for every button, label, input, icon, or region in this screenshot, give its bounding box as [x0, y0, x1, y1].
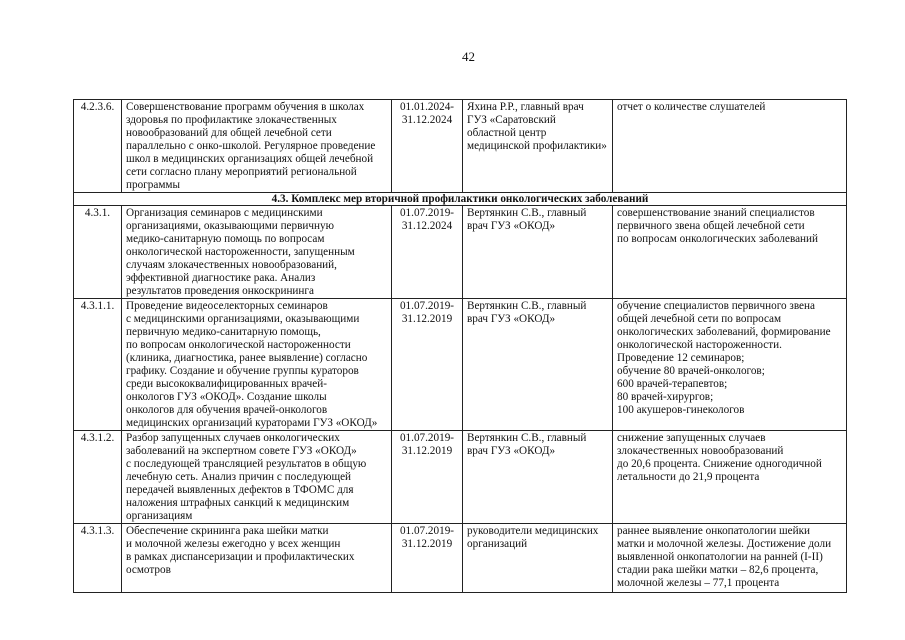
- table-row: [74, 299, 847, 431]
- table-row: [74, 206, 847, 299]
- action-cell: Обеспечение скрининга рака шейки матки и молочной железы ежегодно у всех женщин в рамках диспансеризации и профилактических осмотров: [122, 524, 392, 593]
- action-cell: Проведение видеоселекторных семинаров с медицинскими организациями, оказывающими первичную медико-санитарную помощь, по вопросам онкологической настороженности (клиника, диагностика, ранее выявление) согласно графику. Создание и обучение группы кураторов среди высококвалифицированных врачей- онкологов ГУЗ «ОКОД». Создание школы онкологов для обучения врачей-онкологов медицинских организаций кураторами ГУЗ «ОКОД»: [122, 299, 392, 431]
- measures-table: [73, 99, 847, 593]
- dates-cell: 01.07.2019- 31.12.2024: [392, 206, 463, 299]
- responsible-cell: Вертянкин С.В., главный врач ГУЗ «ОКОД»: [463, 206, 613, 299]
- item-number: 4.2.3.6.: [74, 100, 122, 193]
- page-number: 42: [462, 49, 475, 64]
- table-row: [74, 524, 847, 593]
- responsible-cell: Яхина Р.Р., главный врач ГУЗ «Саратовский областной центр медицинской профилактики»: [463, 100, 613, 193]
- table-row: [74, 100, 847, 193]
- dates-cell: 01.07.2019- 31.12.2019: [392, 431, 463, 524]
- action-cell: Организация семинаров с медицинскими организациями, оказывающими первичную медико-санитарную помощь по вопросам онкологической настороженности, запущенным случаям злокачественных новообразований, эффективной диагностике рака. Анализ результатов проведения онкоскрининга: [122, 206, 392, 299]
- dates-cell: 01.07.2019- 31.12.2019: [392, 524, 463, 593]
- dates-cell: 01.01.2024- 31.12.2024: [392, 100, 463, 193]
- item-number: 4.3.1.1.: [74, 299, 122, 431]
- responsible-cell: Вертянкин С.В., главный врач ГУЗ «ОКОД»: [463, 431, 613, 524]
- result-cell: раннее выявление онкопатологии шейки матки и молочной железы. Достижение доли выявленной онкопатологии на ранней (I-II) стадии рака шейки матки – 82,6 процента, молочной железы – 77,1 процента: [613, 524, 847, 593]
- item-number: 4.3.1.2.: [74, 431, 122, 524]
- result-cell: обучение специалистов первичного звена общей лечебной сети по вопросам онкологических заболеваний, формирование онкологической настороженности. Проведение 12 семинаров; обучение 80 врачей-онкологов; 600 врачей-терапевтов; 80 врачей-хирургов; 100 акушеров-гинекологов: [613, 299, 847, 431]
- section-header-row: [74, 193, 847, 206]
- result-cell: совершенствование знаний специалистов первичного звена общей лечебной сети по вопросам онкологических заболеваний: [613, 206, 847, 299]
- action-cell: Разбор запущенных случаев онкологических заболеваний на экспертном совете ГУЗ «ОКОД» с последующей трансляцией результатов в общую лечебную сеть. Анализ причин с последующей передачей выявленных дефектов в ТФОМС для наложения штрафных санкций к медицинским организациям: [122, 431, 392, 524]
- action-cell: Совершенствование программ обучения в школах здоровья по профилактике злокачественных новообразований для общей лечебной сети параллельно с онко-школой. Регулярное проведение школ в медицинских организациях общей лечебной сети согласно плану мероприятий региональной программы: [122, 100, 392, 193]
- responsible-cell: руководители медицинских организаций: [463, 524, 613, 593]
- result-cell: отчет о количестве слушателей: [613, 100, 847, 193]
- item-number: 4.3.1.: [74, 206, 122, 299]
- section-header: 4.3. Комплекс мер вторичной профилактики онкологических заболеваний: [74, 193, 847, 206]
- responsible-cell: Вертянкин С.В., главный врач ГУЗ «ОКОД»: [463, 299, 613, 431]
- table-row: [74, 431, 847, 524]
- result-cell: снижение запущенных случаев злокачественных новообразований до 20,6 процента. Снижение одногодичной летальности до 21,9 процента: [613, 431, 847, 524]
- item-number: 4.3.1.3.: [74, 524, 122, 593]
- dates-cell: 01.07.2019- 31.12.2019: [392, 299, 463, 431]
